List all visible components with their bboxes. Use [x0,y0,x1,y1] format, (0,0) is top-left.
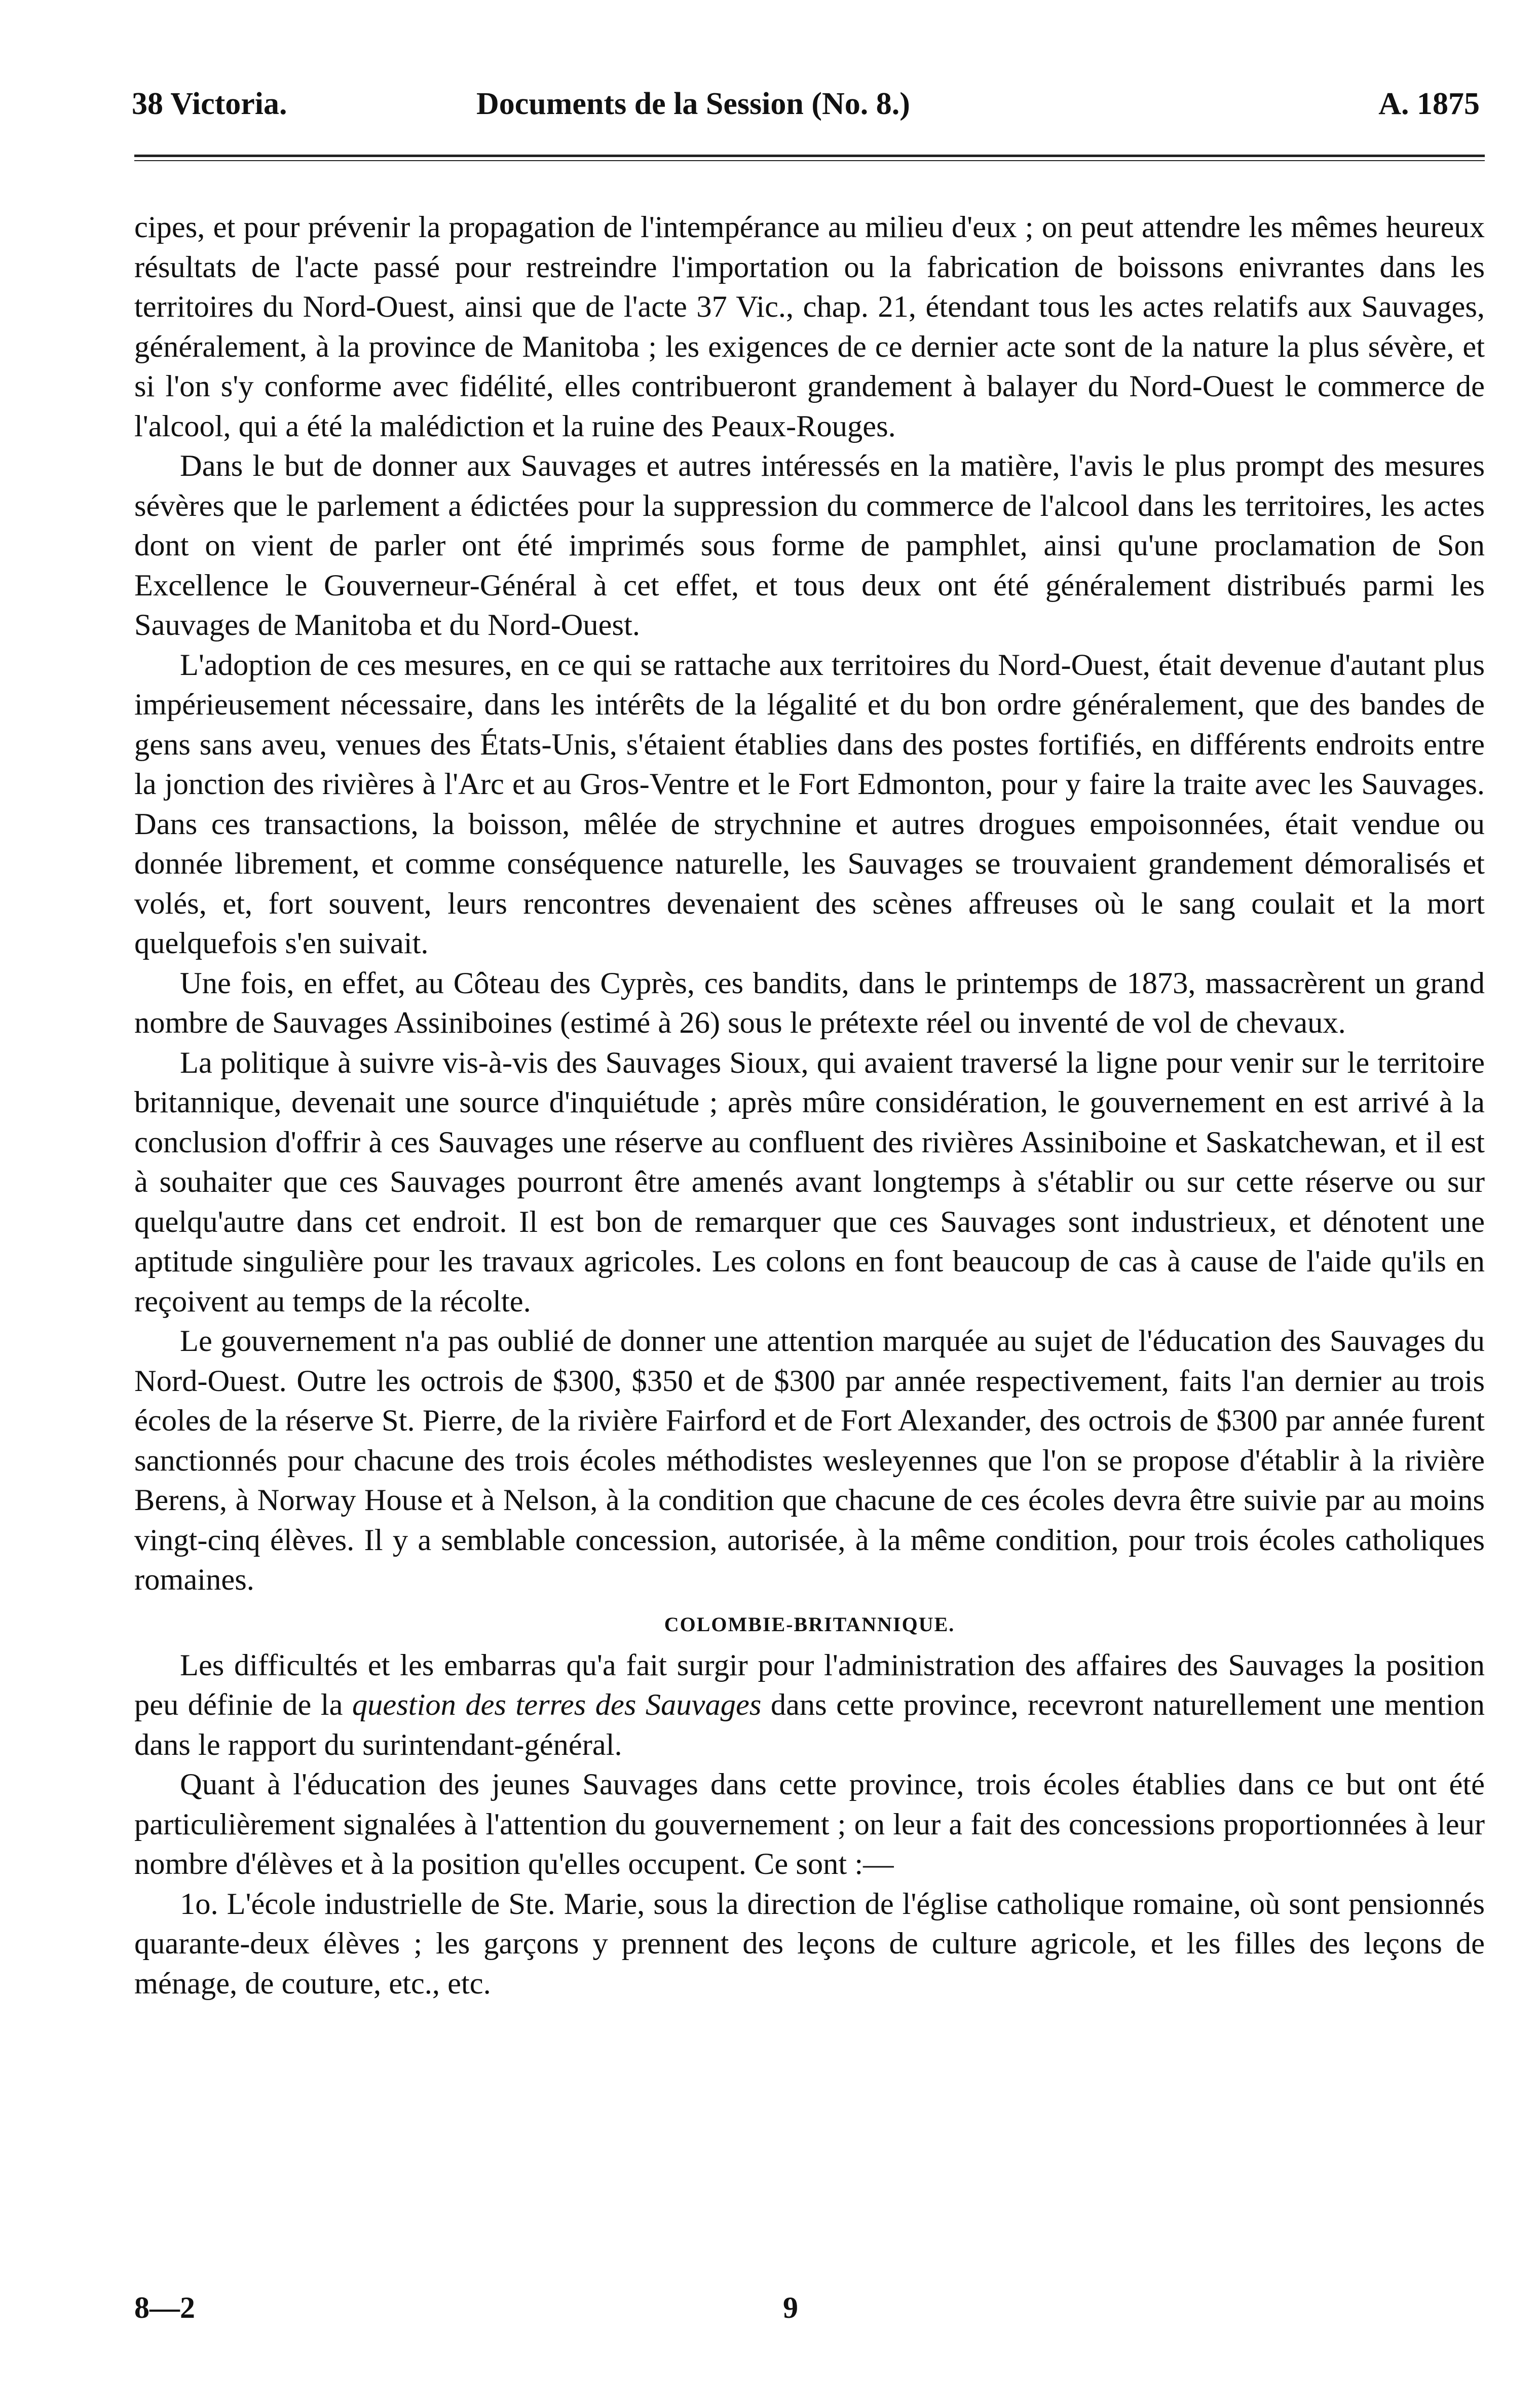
header-year: A. 1875 [1378,87,1480,121]
paragraph-text: Les difficultés et les embarras qu'a fait surgir pour l'administration des affaires des Sauvages la position peu définie de la [134,1648,1485,1722]
page-footer [134,2290,1485,2331]
paragraph: Quant à l'éducation des jeunes Sauvages dans cette province, trois écoles établies dans ce but ont été particulièrement signalées à l'attention du gouvernement ; on leur a fait des concessions proportionnées à leur nombre d'élèves et à la position qu'elles occupent. Ce sont :— [134,1767,1485,1881]
header-title: Documents de la Session (No. 8.) [476,87,910,121]
paragraph: Dans le but de donner aux Sauvages et autres intéressés en la matière, l'avis le plus prompt des mesures sévères que le parlement a édictées pour la suppression du commerce de l'alcool dans les territoires, les actes dont on vient de parler ont été imprimés sous forme de pamphlet, ainsi qu'une proclamation de Son Excellence le Gouverneur-Général à cet effet, et tous deux ont été généralement distribués parmi les Sauvages de Manitoba et du Nord-Ouest. [134,449,1485,642]
running-header [132,86,1480,132]
paragraph-text: dans cette province, recevront naturellement une mention dans le rapport du surintendant-général. [134,1688,1485,1762]
paragraph: cipes, et pour prévenir la propagation de l'intempérance au milieu d'eux ; on peut attendre les mêmes heureux résultats de l'acte passé pour restreindre l'importation ou la fabrication de boissons enivrantes dans les territoires du Nord-Ouest, ainsi que de l'acte 37 Vic., chap. 21, étendant tous les actes relatifs aux Sauvages, généralement, à la province de Manitoba ; les exigences de ce dernier acte sont de la nature la plus sévère, et si l'on s'y conforme avec fidélité, elles contribueront grandement à balayer du Nord-Ouest le commerce de l'alcool, qui a été la malédiction et la ruine des Peaux-Rouges. [134,210,1485,443]
paragraph-italic-text: question des terres des Sauvages [352,1688,762,1722]
page-number: 9 [783,2291,798,2324]
paragraph: Le gouvernement n'a pas oublié de donner une attention marquée au sujet de l'éducation des Sauvages du Nord-Ouest. Outre les octrois de $300, $350 et de $300 par année respectivement, faits l'an dernier au trois écoles de la réserve St. Pierre, de la rivière Fairford et de Fort Alexander, des octrois de $300 par année furent sanctionnés pour chacune des trois écoles méthodistes wesleyennes que l'on se propose d'établir à la rivière Berens, à Norway House et à Nelson, à la condition que chacune de ces écoles devra être suivie par au moins vingt-cinq élèves. Il y a semblable concession, autorisée, à la même condition, pour trois écoles catholiques romaines. [134,1324,1485,1597]
paragraph: L'adoption de ces mesures, en ce qui se rattache aux territoires du Nord-Ouest, était devenue d'autant plus impérieusement nécessaire, dans les intérêts de la légalité et du bon ordre généralement, que des bandes de gens sans aveu, venues des États-Unis, s'étaient établies dans des postes fortifiés, en différents endroits entre la jonction des rivières à l'Arc et au Gros-Ventre et le Fort Edmonton, pour y faire la traite avec les Sauvages. Dans ces transactions, la boisson, mêlée de strychnine et autres drogues empoisonnées, était vendue ou donnée librement, et comme conséquence naturelle, les Sauvages se trouvaient grandement démoralisés et volés, et, fort souvent, leurs rencontres devenaient des scènes affreuses où le sang coulait et la mort quelquefois s'en suivait. [134,648,1485,960]
section-heading: COLOMBIE-BRITANNIQUE. [664,1612,955,1636]
main-text [134,208,1485,2004]
paragraph: 1o. L'école industrielle de Ste. Marie, sous la direction de l'église catholique romaine, où sont pensionnés quarante-deux élèves ; les garçons y prennent des leçons de culture agricole, et les filles des leçons de ménage, de couture, etc., etc. [134,1887,1485,2001]
printer-signature: 8—2 [134,2291,195,2324]
header-rule-thick [134,155,1485,157]
header-volume: 38 Victoria. [132,87,287,121]
paragraph: Une fois, en effet, au Côteau des Cyprès, ces bandits, dans le printemps de 1873, massacrèrent un grand nombre de Sauvages Assiniboines (estimé à 26) sous le prétexte réel ou inventé de vol de chevaux. [134,966,1485,1040]
paragraph: La politique à suivre vis-à-vis des Sauvages Sioux, qui avaient traversé la ligne pour venir sur le territoire britannique, devenait une source d'inquiétude ; après mûre considération, le gouvernement en est arrivé à la conclusion d'offrir à ces Sauvages une réserve au confluent des rivières Assiniboine et Saskatchewan, et il est à souhaiter que ces Sauvages pourront être amenés avant longtemps à s'établir ou sur cette réserve ou sur quelqu'autre dans cet endroit. Il est bon de remarquer que ces Sauvages sont industrieux, et dénotent une aptitude singulière pour les travaux agricoles. Les colons en font beaucoup de cas à cause de l'aide qu'ils en reçoivent au temps de la récolte. [134,1045,1485,1319]
header-rule-thin [134,160,1485,161]
paragraph [134,1646,1485,1765]
